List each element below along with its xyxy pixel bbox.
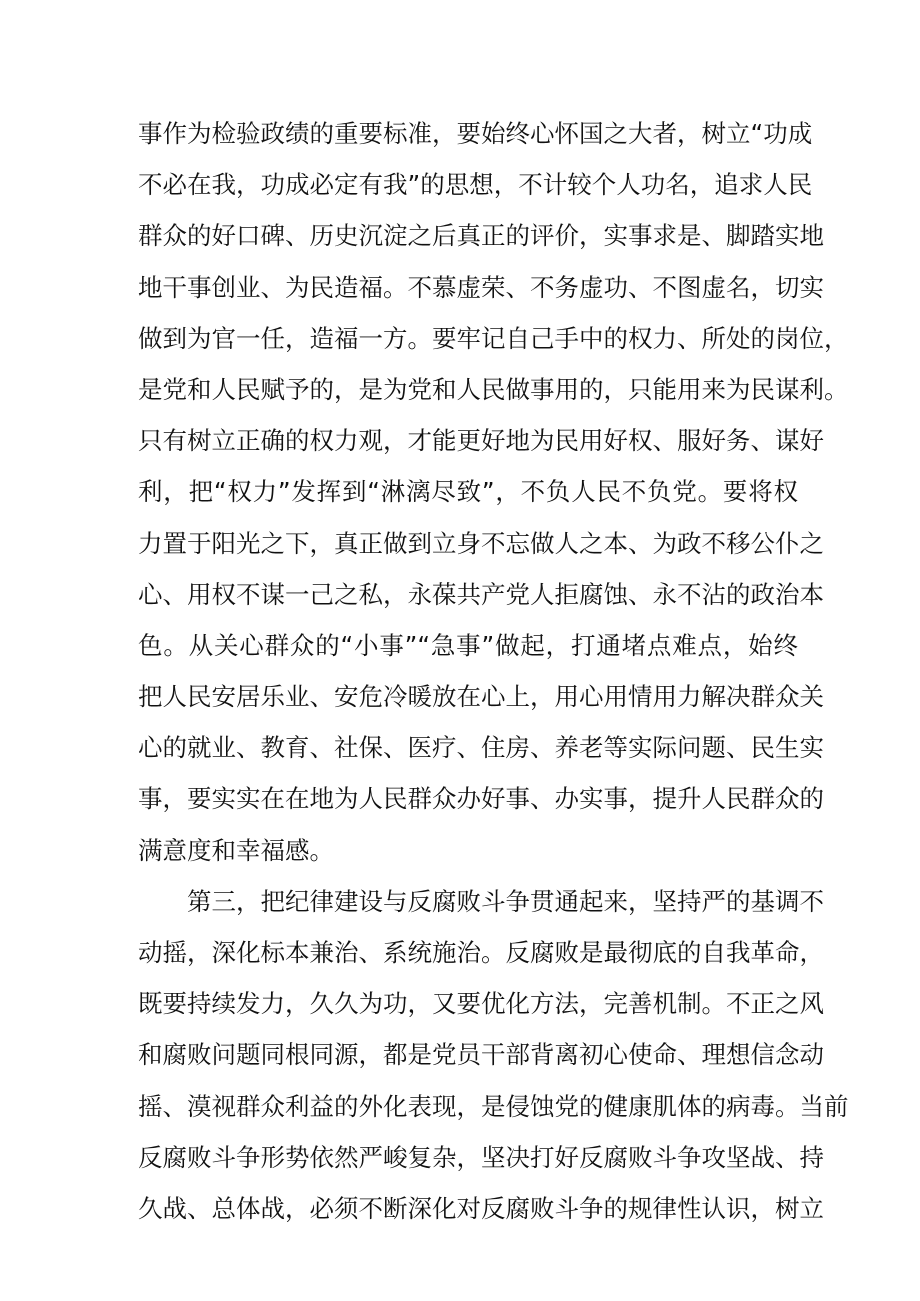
text-line: 心的就业、教育、社保、医疗、住房、养老等实际问题、民生实: [138, 733, 824, 763]
text-line: 色。从关心群众的“小事”“急事”做起，打通堵点难点，始终: [138, 630, 798, 660]
text-line: 利，把“权力”发挥到“淋漓尽致”，不负人民不负党。要将权: [138, 477, 798, 507]
text-line: 事，要实实在在地为人民群众办好事、办实事，提升人民群众的: [138, 784, 824, 814]
text-line: 是党和人民赋予的，是为党和人民做事用的，只能用来为民谋利。: [138, 374, 849, 404]
text-line: 群众的好口碑、历史沉淀之后真正的评价，实事求是、脚踏实地: [138, 221, 824, 251]
text-line: 把人民安居乐业、安危冷暖放在心上，用心用情用力解决群众关: [138, 682, 824, 712]
text-line: 动摇，深化标本兼治、系统施治。反腐败是最彻底的自我革命，: [138, 938, 824, 967]
document-body: [138, 108, 849, 1234]
text-line: 既要持续发力，久久为功，又要优化方法，完善机制。不正之风: [138, 989, 824, 1019]
text-line: 只有树立正确的权力观，才能更好地为民用好权、服好务、谋好: [138, 426, 824, 456]
text-line: 力置于阳光之下，真正做到立身不忘做人之本、为政不移公仆之: [138, 528, 824, 558]
text-line: 事作为检验政绩的重要标准，要始终心怀国之大者，树立“功成: [138, 119, 813, 148]
text-line: 满意度和幸福感。: [138, 835, 334, 865]
text-line: 久战、总体战，必须不断深化对反腐败斗争的规律性认识，树立: [138, 1193, 824, 1223]
text-line: 反腐败斗争形势依然严峻复杂，坚决打好反腐败斗争攻坚战、持: [138, 1142, 824, 1172]
text-line: 地干事创业、为民造福。不慕虚荣、不务虚功、不图虚名，切实: [138, 272, 824, 302]
paragraph-first-line: 第三，把纪律建设与反腐败斗争贯通起来，坚持严的基调不: [187, 886, 824, 916]
text-line: 和腐败问题同根同源，都是党员干部背离初心使命、理想信念动: [138, 1040, 824, 1070]
text-line: 摇、漠视群众利益的外化表现，是侵蚀党的健康肌体的病毒。当前: [138, 1091, 849, 1121]
text-line: 不必在我，功成必定有我”的思想，不计较个人功名，追求人民: [138, 170, 813, 200]
text-line: 做到为官一任，造福一方。要牢记自己手中的权力、所处的岗位，: [138, 323, 849, 353]
text-line: 心、用权不谋一己之私，永葆共产党人拒腐蚀、永不沾的政治本: [138, 579, 824, 609]
